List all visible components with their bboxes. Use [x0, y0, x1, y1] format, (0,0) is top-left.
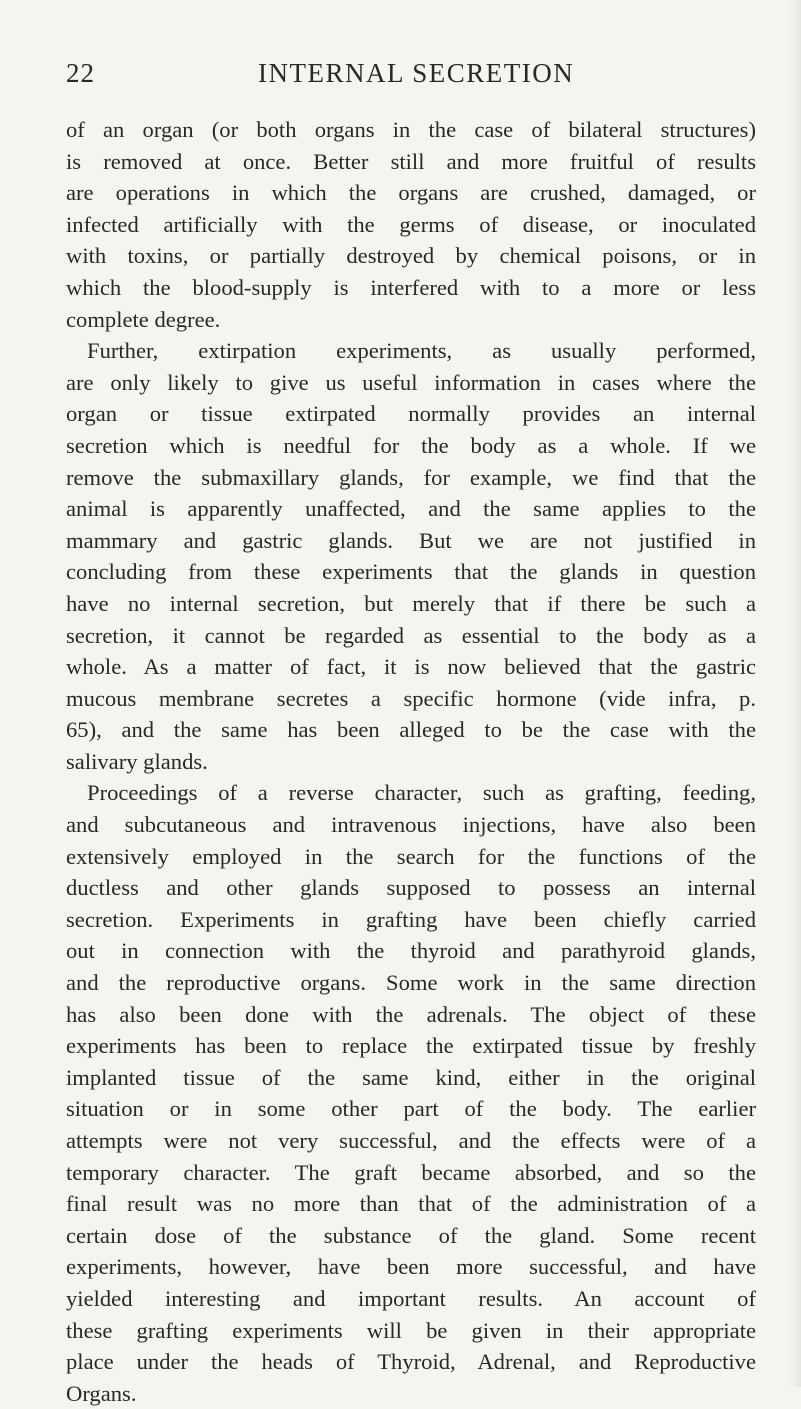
text-line: situation or in some other part of the body. The earlier — [66, 1096, 756, 1122]
text-line: certain dose of the substance of the gland. Some recent — [66, 1222, 756, 1248]
text-line: secretion. Experiments in grafting have been chiefly carried — [66, 906, 756, 932]
page-header — [66, 58, 756, 98]
text-line: have no internal secretion, but merely that if there be such a — [66, 590, 756, 616]
text-line: experiments, however, have been more successful, and have — [66, 1254, 756, 1280]
text-line: complete degree. — [66, 306, 221, 332]
text-line: experiments has been to replace the extirpated tissue by freshly — [66, 1033, 756, 1059]
text-line: yielded interesting and important results. An account of — [66, 1285, 756, 1311]
text-line: ductless and other glands supposed to possess an internal — [66, 875, 756, 901]
text-line: concluding from these experiments that the glands in question — [66, 559, 756, 585]
text-line: salivary glands. — [66, 748, 208, 774]
text-line: secretion, it cannot be regarded as essential to the body as a — [66, 622, 756, 648]
text-line: place under the heads of Thyroid, Adrenal, and Reproductive — [66, 1349, 756, 1375]
text-line: implanted tissue of the same kind, either in the original — [66, 1064, 756, 1090]
text-line: and the reproductive organs. Some work in the same direction — [66, 970, 756, 996]
text-line: is removed at once. Better still and more fruitful of results — [66, 148, 756, 174]
text-line: mucous membrane secretes a specific hormone (vide infra, p. — [66, 685, 756, 711]
text-line: out in connection with the thyroid and parathyroid glands, — [66, 938, 756, 964]
text-line: which the blood-supply is interfered with to a more or less — [66, 274, 756, 300]
page-edge-shadow — [789, 0, 801, 1387]
text-line: whole. As a matter of fact, it is now believed that the gastric — [66, 654, 756, 680]
text-line: has also been done with the adrenals. The object of these — [66, 1001, 756, 1027]
text-line: organ or tissue extirpated normally provides an internal — [66, 401, 756, 427]
text-line: extensively employed in the search for the functions of the — [66, 843, 756, 869]
text-line: infected artificially with the germs of disease, or inoculated — [66, 211, 756, 237]
text-line: are operations in which the organs are crushed, damaged, or — [66, 180, 756, 206]
text-line: temporary character. The graft became absorbed, and so the — [66, 1159, 756, 1185]
text-line: 65), and the same has been alleged to be the case with the — [66, 717, 756, 743]
text-line: Proceedings of a reverse character, such as grafting, feeding, — [87, 780, 756, 806]
page-number: 22 — [66, 58, 95, 88]
running-title: INTERNAL SECRETION — [258, 58, 575, 88]
text-line: Further, extirpation experiments, as usually performed, — [87, 338, 756, 364]
text-line: secretion which is needful for the body as a whole. If we — [66, 432, 756, 458]
text-line: mammary and gastric glands. But we are not justified in — [66, 527, 756, 553]
text-line: are only likely to give us useful information in cases where the — [66, 369, 756, 395]
text-line: final result was no more than that of the administration of a — [66, 1191, 756, 1217]
text-line: attempts were not very successful, and the effects were of a — [66, 1128, 756, 1153]
text-line: of an organ (or both organs in the case of bilateral structures) — [66, 117, 756, 142]
text-line: these grafting experiments will be given in their appropriate — [66, 1317, 756, 1343]
text-line: animal is apparently unaffected, and the same applies to the — [66, 496, 756, 522]
body-text — [66, 114, 756, 1409]
text-line: and subcutaneous and intravenous injections, have also been — [66, 812, 756, 838]
text-line: remove the submaxillary glands, for example, we find that the — [66, 464, 756, 490]
text-line: Organs. — [66, 1380, 137, 1406]
text-line: with toxins, or partially destroyed by chemical poisons, or in — [66, 243, 756, 269]
